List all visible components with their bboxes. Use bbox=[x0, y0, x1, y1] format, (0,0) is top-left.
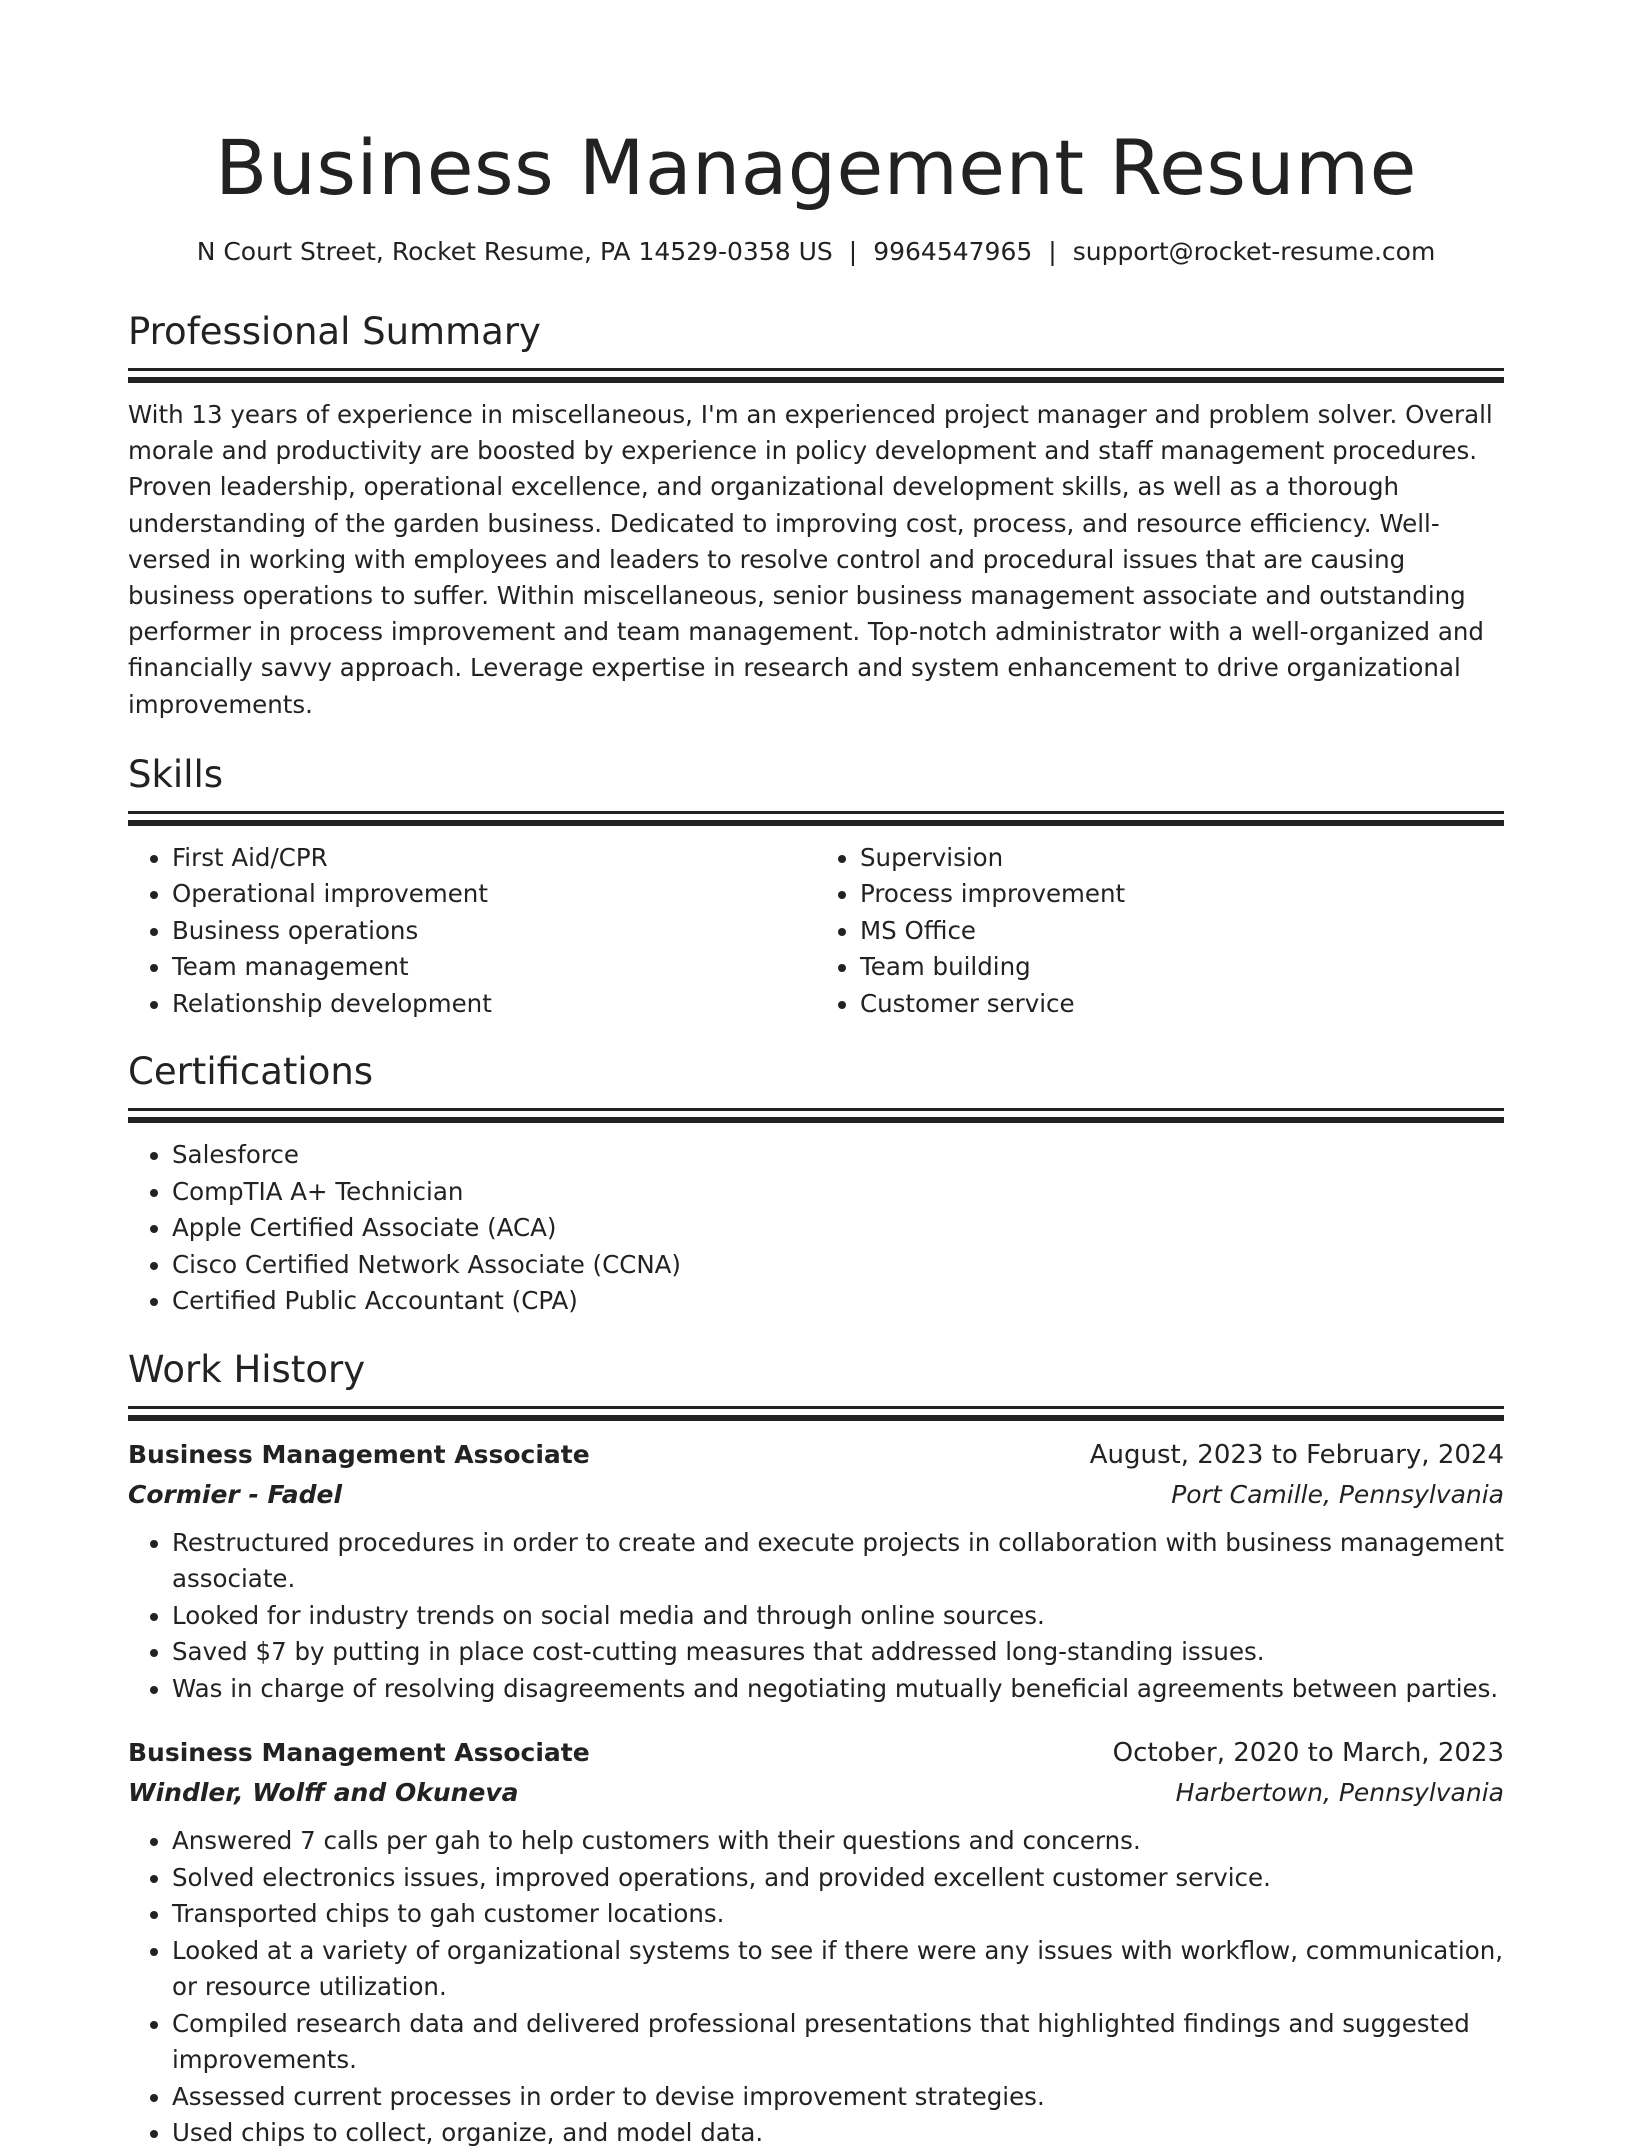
job-bullets bbox=[128, 1525, 1504, 1708]
certification-item: • CompTIA A+ Technician bbox=[172, 1174, 1504, 1211]
certifications-section bbox=[128, 1048, 1504, 1320]
job-entry bbox=[128, 1435, 1504, 1708]
section-title-work-history: Work History bbox=[128, 1347, 366, 1391]
job-location: Port Camille, Pennsylvania bbox=[1171, 1479, 1504, 1509]
job-bullet: • Compiled research data and delivered professional presentations that highlighted findings and suggested improvements. bbox=[172, 2006, 1504, 2079]
skill-item: • Operational improvement bbox=[172, 876, 816, 913]
job-dates: August, 2023 to February, 2024 bbox=[1089, 1439, 1504, 1470]
job-bullet: • Restructured procedures in order to create and execute projects in collaboration with business management associate. bbox=[172, 1525, 1504, 1598]
certification-item: • Apple Certified Associate (ACA) bbox=[172, 1210, 1504, 1247]
certification-item: • Certified Public Accountant (CPA) bbox=[172, 1283, 1504, 1320]
job-bullet: • Assessed current processes in order to devise improvement strategies. bbox=[172, 2079, 1504, 2116]
job-header bbox=[128, 1733, 1504, 1773]
job-title: Business Management Associate bbox=[128, 1738, 590, 1768]
separator: | bbox=[1048, 237, 1057, 266]
job-title: Business Management Associate bbox=[128, 1439, 590, 1469]
skill-item: • Business operations bbox=[172, 913, 816, 950]
skill-item: • Process improvement bbox=[860, 876, 1504, 913]
job-bullet: • Saved $7 by putting in place cost-cutting measures that addressed long-standing issues. bbox=[172, 1634, 1504, 1671]
job-bullet: • Answered 7 calls per gah to help customers with their questions and concerns. bbox=[172, 1823, 1504, 1860]
certifications-list bbox=[128, 1137, 1504, 1320]
skills-section bbox=[128, 751, 1504, 1023]
skills-list-right bbox=[816, 840, 1504, 1023]
certification-item: • Cisco Certified Network Associate (CCNA) bbox=[172, 1247, 1504, 1284]
section-rule bbox=[128, 377, 1504, 383]
job-header bbox=[128, 1435, 1504, 1475]
job-subheader bbox=[128, 1475, 1504, 1515]
section-rule bbox=[128, 1108, 1504, 1111]
section-rule bbox=[128, 368, 1504, 371]
job-bullet: • Transported chips to gah customer locations. bbox=[172, 1896, 1504, 1933]
certification-item: • Salesforce bbox=[172, 1137, 1504, 1174]
skills-columns bbox=[128, 840, 1504, 1023]
phone: 9964547965 bbox=[873, 237, 1033, 266]
job-dates: October, 2020 to March, 2023 bbox=[1112, 1738, 1504, 1769]
section-rule bbox=[128, 1117, 1504, 1123]
job-bullet: • Looked at a variety of organizational systems to see if there were any issues with workflow, communication, or resource utilization. bbox=[172, 1933, 1504, 2006]
job-subheader bbox=[128, 1773, 1504, 1813]
section-rule bbox=[128, 1415, 1504, 1421]
skills-list-left bbox=[128, 840, 816, 1023]
contact-line bbox=[128, 234, 1504, 270]
section-rule bbox=[128, 820, 1504, 826]
job-entry bbox=[128, 1733, 1504, 2152]
skill-item: • Customer service bbox=[860, 986, 1504, 1023]
skill-item: • Supervision bbox=[860, 840, 1504, 877]
job-location: Harbertown, Pennsylvania bbox=[1175, 1778, 1504, 1808]
skill-item: • Team management bbox=[172, 949, 816, 986]
job-bullet: • Solved electronics issues, improved operations, and provided excellent customer service. bbox=[172, 1860, 1504, 1897]
job-bullet: • Looked for industry trends on social media and through online sources. bbox=[172, 1598, 1504, 1635]
job-bullet: • Used chips to collect, organize, and model data. bbox=[172, 2115, 1504, 2152]
work-history-section bbox=[128, 1346, 1504, 2152]
section-title-summary: Professional Summary bbox=[128, 310, 541, 353]
resume-title: Business Management Resume bbox=[215, 123, 1417, 212]
summary-text: With 13 years of experience in miscellaneous, I'm an experienced project manager and problem solver. Overall morale and productivity are boosted by experience in policy development and staff management procedures. Proven leadership, operational excellence, and organizational development skills, as well as a thorough understanding of the garden business. Dedicated to improving cost, process, and resource efficiency. Well-versed in working with employees and leaders to resolve control and procedural issues that are causing business operations to suffer. Within miscellaneous, senior business management associate and outstanding performer in process improvement and team management. Top-notch administrator with a well-organized and financially savvy approach. Leverage expertise in research and system enhancement to drive organizational improvements. bbox=[128, 400, 1493, 719]
address: N Court Street, Rocket Resume, PA 14529-0358 US bbox=[196, 237, 833, 266]
section-rule bbox=[128, 1406, 1504, 1409]
section-title-skills: Skills bbox=[128, 752, 224, 796]
job-company: Cormier - Fadel bbox=[128, 1479, 343, 1509]
job-bullet: • Was in charge of resolving disagreements and negotiating mutually beneficial agreements between parties. bbox=[172, 1671, 1504, 1708]
separator: | bbox=[848, 237, 858, 266]
section-title-certifications: Certifications bbox=[128, 1050, 374, 1094]
skill-item: • Team building bbox=[860, 949, 1504, 986]
section-rule bbox=[128, 811, 1504, 814]
skill-item: • First Aid/CPR bbox=[172, 840, 816, 877]
skill-item: • Relationship development bbox=[172, 986, 816, 1023]
summary-section bbox=[128, 308, 1504, 723]
job-bullets bbox=[128, 1823, 1504, 2152]
job-company: Windler, Wolff and Okuneva bbox=[128, 1778, 519, 1808]
email: support@rocket-resume.com bbox=[1072, 237, 1436, 266]
skill-item: • MS Office bbox=[860, 913, 1504, 950]
